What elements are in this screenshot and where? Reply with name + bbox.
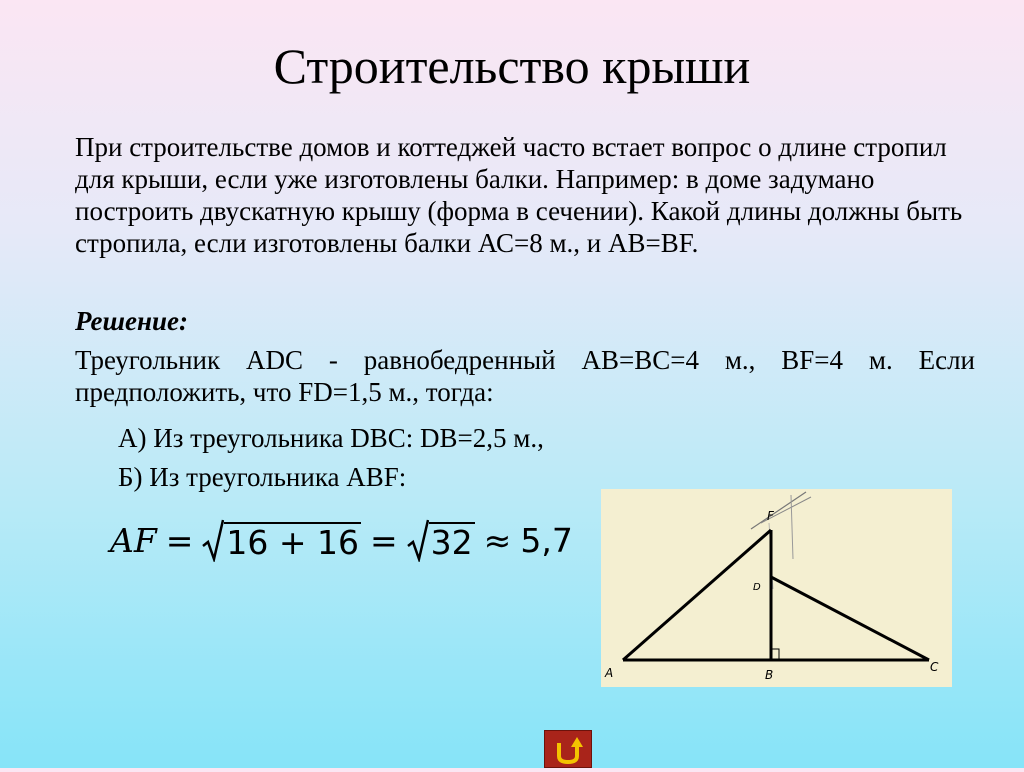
formula-radicand-1: 16 + 16 [226, 523, 360, 562]
label-d: D [753, 582, 761, 593]
roof-diagram [601, 489, 952, 687]
formula-approx: ≈ [483, 520, 512, 560]
formula-equals-2: = [370, 520, 398, 560]
formula-result: 5,7 [520, 520, 573, 560]
formula-root-1 [202, 518, 361, 562]
solution-label: Решение: [75, 306, 188, 336]
root-sign-icon [407, 518, 429, 562]
solution-step-a: А) Из треугольника DBC: DB=2,5 м., [118, 423, 544, 453]
slide-title: Строительство крыши [273, 38, 751, 94]
formula-radicand-2: 32 [430, 523, 473, 562]
label-c: C [930, 660, 939, 674]
af-formula [110, 512, 573, 568]
root-sign-icon [202, 518, 224, 562]
label-a: A [605, 666, 614, 680]
solution-step-b: Б) Из треугольника ABF: [118, 462, 407, 492]
return-arrow-icon [545, 731, 591, 767]
formula-equals-1: = [165, 520, 194, 560]
problem-text: При строительстве домов и коттеджей часто встает вопрос о длине стропил для крыши, если уже изготовлены балки. Например: в доме задумано построить двускатную крышу (форма в сечении). Какой длины должны быть стропила, если изготовлены балки АС=8 м., и АВ=BF. [75, 132, 963, 258]
label-f: F [767, 509, 774, 523]
line-dc [771, 577, 929, 660]
roof-diagram-svg [601, 489, 952, 687]
solution-text: Треугольник ADC - равнобедренный AB=BC=4 м., BF=4 м. Если предположить, что FD=1,5 м., тогда: [75, 345, 975, 407]
label-b: B [765, 668, 774, 682]
return-button[interactable] [544, 730, 592, 768]
line-af [623, 530, 771, 660]
formula-lhs: AF [110, 520, 157, 560]
formula-root-2 [407, 518, 475, 562]
